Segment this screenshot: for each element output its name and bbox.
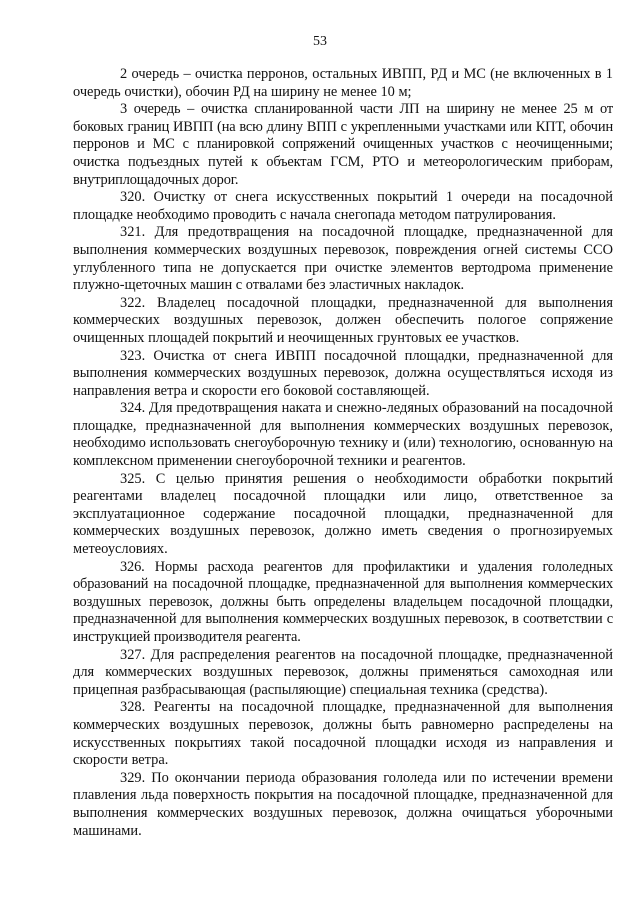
paragraph-321: 321. Для предотвращения на посадочной площадке, предназначенной для выполнения коммерческих воздушных перевозок, повреждения огней системы ССО углубленного типа не допускается при очистке элементов вертодрома применение плужно-щеточных машин с отвалами без эластичных накладок. [73, 224, 613, 294]
page-number: 53 [313, 34, 327, 49]
paragraph-325: 325. С целью принятия решения о необходимости обработки покрытий реагентами владелец посадочной площадки или лицо, ответственное за эксплуатационное содержание посадочной площадки, предназначенной для коммерческих воздушных перевозок, должно иметь сведения о прогнозируемых метеоусловиях. [73, 470, 613, 558]
paragraph-327: 327. Для распределения реагентов на посадочной площадке, предназначенной для коммерческих воздушных перевозок, должны применяться самоходная или прицепная разбрасывающая (распыляющие) специальная техника (средства). [73, 646, 613, 698]
paragraph-queue-3: 3 очередь – очистка спланированной части ЛП на ширину не менее 25 м от боковых границ ИВПП (на всю длину ВПП с укрепленными участками или КПТ, обочин перронов и МС с планировкой сопряжений очищенных участков с неочищенными; очистка подъездных путей к объектам ГСМ, РТО и метеорологическим приборам, внутриплощадочных дорог. [73, 101, 613, 188]
paragraph-320: 320. Очистку от снега искусственных покрытий 1 очереди на посадочной площадке необходимо проводить с начала снегопада методом патрулирования. [73, 189, 613, 223]
paragraph-328: 328. Реагенты на посадочной площадке, предназначенной для выполнения коммерческих воздушных перевозок, должны быть равномерно распределены на искусственных покрытиях такой посадочной площадки исходя из направления и скорости ветра. [73, 699, 613, 769]
paragraph-queue-2: 2 очередь – очистка перронов, остальных ИВПП, РД и МС (не включенных в 1 очередь очистки), обочин РД на ширину не менее 10 м; [73, 66, 613, 100]
paragraph-322: 322. Владелец посадочной площадки, предназначенной для выполнения коммерческих воздушных перевозок, должен обеспечить пологое сопряжение очищенных площадей покрытий и неочищенных грунтовых ее участков. [73, 294, 613, 346]
paragraph-324: 324. Для предотвращения наката и снежно-ледяных образований на посадочной площадке, предназначенной для выполнения коммерческих воздушных перевозок, необходимо использовать снегоуборочную технику и (или) технологию, основанную на комплексном применении снегоуборочной техники и реагентов. [73, 400, 613, 470]
paragraph-326: 326. Нормы расхода реагентов для профилактики и удаления гололедных образований на посадочной площадке, предназначенной для выполнения коммерческих воздушных перевозок, должны быть определены владельцем посадочной площадки, предназначенной для выполнения коммерческих воздушных перевозок, в соответствии с инструкцией производителя реагента. [73, 558, 613, 645]
document-body [73, 66, 613, 840]
paragraph-323: 323. Очистка от снега ИВПП посадочной площадки, предназначенной для выполнения коммерческих воздушных перевозок, должна осуществляться исходя из направления ветра и скорости его боковой составляющей. [73, 347, 613, 399]
paragraph-329: 329. По окончании периода образования гололеда или по истечении времени плавления льда поверхность покрытия на посадочной площадке, предназначенной для выполнения коммерческих воздушных перевозок, должна очищаться уборочными машинами. [73, 769, 613, 839]
